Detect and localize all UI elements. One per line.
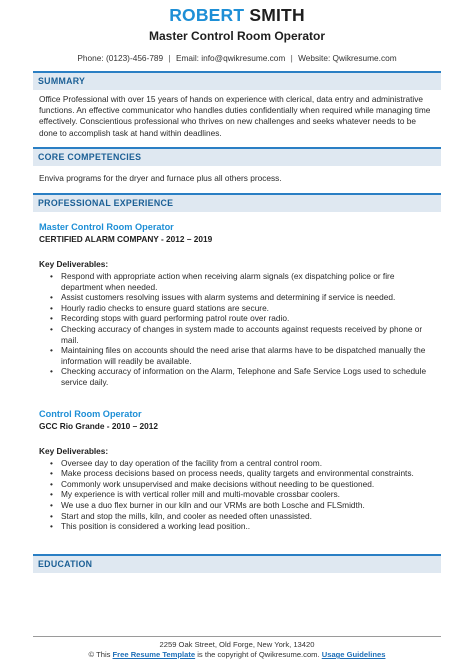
last-name: SMITH (249, 5, 305, 25)
list-item: • Commonly work unsupervised and make decisions without needing to be questioned. (61, 479, 435, 490)
education-heading: EDUCATION (33, 554, 441, 573)
list-item: • Oversee day to day operation of the facility from a central control room. (61, 458, 435, 469)
list-item: • Hourly radio checks to ensure guard stations are secure. (61, 303, 435, 314)
list-item: • Recording stops with guard performing patrol route over radio. (61, 313, 435, 324)
job-company: GCC Rio Grande - 2010 – 2012 (39, 420, 158, 431)
list-item: • Make process decisions based on process needs, quality targets and environmental constraints. (61, 468, 435, 479)
job-entry (33, 408, 441, 532)
experience-heading: PROFESSIONAL EXPERIENCE (33, 193, 441, 212)
candidate-name (33, 0, 441, 26)
page-footer (33, 636, 441, 660)
contact-separator: | (290, 53, 293, 63)
job-title: Master Control Room Operator (148, 29, 325, 43)
list-item: • Checking accuracy of information on the Alarm, Telephone and Safe Service Logs used to schedule service daily. (61, 366, 435, 387)
contact-phone: Phone: (0123)-456-789 (77, 53, 164, 63)
list-item: • Maintaining files on accounts should the need arise that alarms have to be dispatched manually the information will readily be available. (61, 345, 435, 366)
deliverables-list (39, 271, 435, 388)
free-resume-template-link[interactable]: Free Resume Template (112, 650, 196, 659)
list-item: • Respond with appropriate action when receiving alarm signals (ex dispatching police or fire department when needed. (61, 271, 435, 292)
copyright-middle: is the copyright of Qwikresume.com. (195, 650, 322, 659)
job-role: Control Room Operator (39, 408, 142, 419)
contact-line (33, 53, 441, 64)
footer-address: 2259 Oak Street, Old Forge, New York, 13420 (159, 640, 315, 649)
contact-website: Website: Qwikresume.com (298, 53, 397, 63)
job-company: CERTIFIED ALARM COMPANY - 2012 – 2019 (39, 234, 213, 245)
first-name: ROBERT (169, 5, 245, 25)
list-item: • My experience is with vertical roller mill and multi-movable crossbar coolers. (61, 489, 435, 500)
list-item: • Start and stop the mills, kiln, and cooler as needed often unassisted. (61, 511, 435, 522)
key-deliverables-label: Key Deliverables: (39, 259, 109, 270)
list-item: • Assist customers resolving issues with alarm systems and determining if service is needed. (61, 292, 435, 303)
footer-copyright (33, 650, 441, 660)
list-item: • We use a duo flex burner in our kiln and our VRMs are both Losche and FLSmidth. (61, 500, 435, 511)
job-entry (33, 221, 441, 388)
contact-email: Email: info@qwikresume.com (175, 53, 286, 63)
list-item: • This position is considered a working lead position.. (61, 521, 435, 532)
key-deliverables-label: Key Deliverables: (39, 445, 109, 456)
copyright-prefix: © This (88, 650, 113, 659)
list-item: • Checking accuracy of changes in system made to accounts against requests received by phone or mail. (61, 324, 435, 345)
deliverables-list (39, 458, 435, 532)
competencies-heading: CORE COMPETENCIES (33, 147, 441, 166)
contact-separator: | (168, 53, 171, 63)
usage-guidelines-link[interactable]: Usage Guidelines (321, 650, 386, 659)
summary-text: Office Professional with over 15 years of hands on experience with clerical, data entry and administrative functions. An effective communicator who handles duties confidentially when required while managing time effectively. Conscientious professional who thrives on new challenges and seeks whatever needs to be done to accomplish task at hand within deadlines. (39, 94, 431, 138)
job-role: Master Control Room Operator (39, 222, 174, 233)
competencies-text: Enviva programs for the dryer and furnace plus all others process. (39, 172, 282, 183)
summary-heading: SUMMARY (33, 71, 441, 90)
